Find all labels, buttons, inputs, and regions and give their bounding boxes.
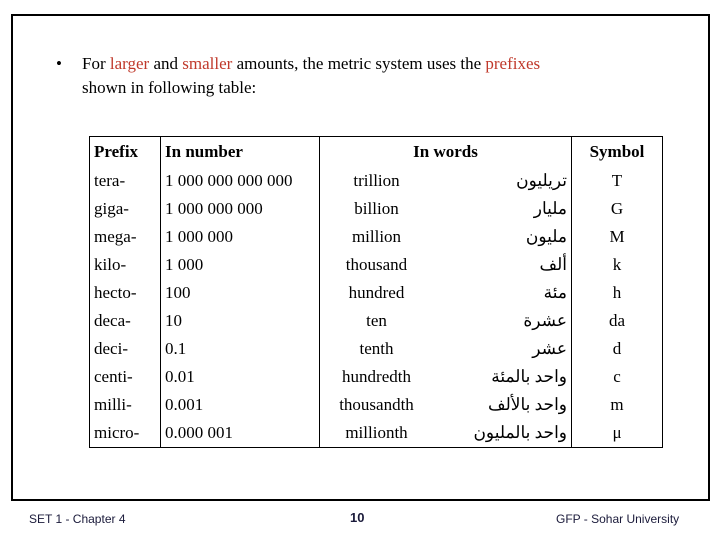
cell-arabic-word: عشر (433, 335, 572, 363)
footer-university: GFP - Sohar University (556, 512, 680, 526)
cell-prefix: mega- (90, 223, 161, 251)
header-number: In number (161, 137, 320, 168)
cell-symbol: k (612, 255, 622, 274)
header-symbol: Symbol (589, 142, 645, 161)
cell-symbol: d (612, 339, 622, 358)
cell-prefix: kilo- (90, 251, 161, 279)
table-row (90, 279, 663, 307)
bullet-marker: • (56, 54, 62, 73)
cell-prefix: micro- (90, 419, 161, 448)
bullet-part-3: amounts, the metric system uses the (232, 54, 486, 73)
cell-number: 10 (161, 307, 320, 335)
cell-number: 0.001 (161, 391, 320, 419)
cell-arabic-word: واحد بالمئة (433, 363, 572, 391)
cell-prefix: tera- (90, 167, 161, 195)
cell-symbol: M (609, 227, 625, 246)
bullet-line-2: shown in following table: (82, 78, 257, 97)
cell-number: 1 000 (161, 251, 320, 279)
cell-prefix: giga- (90, 195, 161, 223)
footer-chapter: SET 1 - Chapter 4 (29, 512, 126, 526)
cell-symbol: G (610, 199, 624, 218)
cell-symbol: m (610, 395, 624, 414)
word-larger: larger (109, 54, 150, 73)
table-row (90, 251, 663, 279)
cell-number: 100 (161, 279, 320, 307)
cell-english-word: tenth (359, 339, 394, 358)
header-prefix: Prefix (90, 137, 161, 168)
table-row (90, 195, 663, 223)
cell-arabic-word: مليار (433, 195, 572, 223)
cell-english-word: hundred (348, 283, 405, 302)
table-row (90, 223, 663, 251)
cell-arabic-word: مليون (433, 223, 572, 251)
cell-english-word: hundredth (342, 367, 411, 386)
cell-number: 1 000 000 (161, 223, 320, 251)
cell-english-word: million (351, 227, 402, 246)
cell-english-word: thousandth (339, 395, 414, 414)
cell-number: 0.1 (161, 335, 320, 363)
cell-english-word: ten (366, 311, 387, 330)
page-number: 10 (350, 510, 365, 525)
table-row (90, 307, 663, 335)
cell-english-word: thousand (345, 255, 408, 274)
cell-english-word: trillion (353, 171, 400, 190)
cell-english-word: millionth (345, 423, 408, 442)
table-row (90, 335, 663, 363)
cell-prefix: hecto- (90, 279, 161, 307)
table-header-row (90, 137, 663, 168)
cell-number: 0.01 (161, 363, 320, 391)
cell-symbol: da (608, 311, 626, 330)
header-words: In words (320, 137, 572, 168)
cell-number: 0.000 001 (161, 419, 320, 448)
cell-number: 1 000 000 000 000 (161, 167, 320, 195)
bullet-part-2: and (149, 54, 183, 73)
cell-prefix: deci- (90, 335, 161, 363)
cell-arabic-word: عشرة (433, 307, 572, 335)
cell-arabic-word: مئة (433, 279, 572, 307)
cell-symbol: T (611, 171, 623, 190)
cell-arabic-word: واحد بالألف (433, 391, 572, 419)
prefix-table (89, 136, 663, 448)
cell-symbol: h (612, 283, 622, 302)
bullet-text (82, 52, 682, 100)
cell-english-word: billion (354, 199, 399, 218)
table-row (90, 363, 663, 391)
table-row (90, 167, 663, 195)
cell-prefix: centi- (90, 363, 161, 391)
cell-number: 1 000 000 000 (161, 195, 320, 223)
cell-arabic-word: ألف (433, 251, 572, 279)
cell-prefix: deca- (90, 307, 161, 335)
table-row (90, 419, 663, 448)
cell-symbol: μ (612, 423, 622, 442)
bullet-part-1: For (82, 54, 110, 73)
cell-symbol: c (613, 367, 621, 386)
word-prefixes: prefixes (485, 54, 541, 73)
cell-arabic-word: واحد بالمليون (433, 419, 572, 448)
cell-arabic-word: تريليون (433, 167, 572, 195)
cell-prefix: milli- (90, 391, 161, 419)
word-smaller: smaller (182, 54, 233, 73)
table-row (90, 391, 663, 419)
